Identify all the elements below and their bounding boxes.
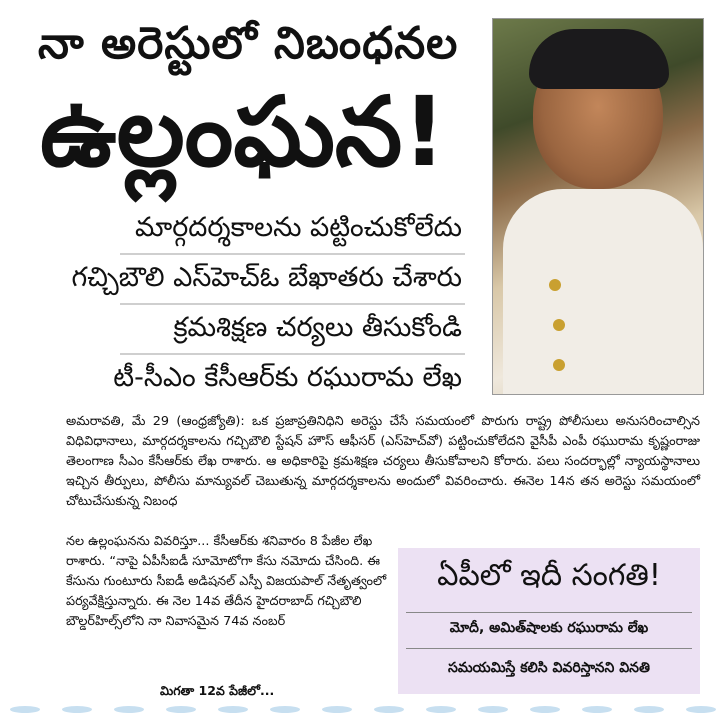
- subhead-2: గచ్చిబౌలి ఎస్‌హెచ్‌ఓ బేఖాతరు చేశారు: [71, 262, 462, 293]
- divider: [120, 303, 465, 305]
- article-column-text: నల ఉల్లంఘనను వివరిస్తూ... కేసీఆర్‌కు శనివారం 8 పేజీల లేఖ రాశారు. “నాపై ఏపీసీఐడీ సూమోటోగా కేసు నమోదు చేసింది. ఈ కేసును గుంటూరు సీఐడీ అడిషనల్ ఎస్పీ విజయపాల్ నేతృత్వంలో పర్యవేక్షిస్తున్నారు. ఈ నెల 14వ తేదీన హైదరాబాద్ గచ్చిబౌలి బౌల్డర్‌హిల్స్‌లోని నా నివాసమైన 74వ నంబర్: [66, 534, 387, 629]
- subhead-1: మార్గదర్శకాలను పట్టించుకోలేదు: [135, 212, 462, 243]
- divider: [120, 253, 465, 255]
- sidebar-item: సమయమిస్తే కలిసి వివరిస్తానని వినతి: [448, 660, 650, 676]
- divider: [406, 612, 692, 613]
- continued-note: మిగతా 12వ పేజీలో...: [160, 683, 275, 698]
- headline-line-2: ఉల్లంఘన!: [40, 76, 447, 188]
- divider: [120, 353, 465, 355]
- headline-line-1: నా అరెస్టులో నిబంధనల: [38, 18, 459, 69]
- divider: [406, 648, 692, 649]
- sidebar-title: ఏపీలో ఇదీ సంగతి!: [437, 558, 661, 593]
- article-paragraph: అమరావతి, మే 29 (ఆంధ్రజ్యోతి): ఒక ప్రజాప్రతినిధిని అరెస్టు చేసే సమయంలో పొరుగు రాష్ట్ర పోలీసులు అనుసరించాల్సిన విధివిధానాలు, మార్గదర్శకాలను గచ్చిబౌలి స్టేషన్ హౌస్ ఆఫీసర్ (ఎస్‌హెచ్‌వో) పట్టించుకోలేదని వైసీపీ ఎంపీ రఘురామ కృష్ణంరాజు తెలంగాణ సీఎం కేసీఆర్‌కు లేఖ రాశారు. ఆ అధికారిపై క్రమశిక్షణ చర్యలు తీసుకోవాలని కోరారు. పలు సందర్భాల్లో న్యాయస్థానాలు ఇచ్చిన తీర్పులు, పోలీసు మాన్యువల్ చెబుతున్న మార్గదర్శకాలను అందులో వివరించారు. ఈనెల 14న తన అరెస్టు సమయంలో చోటుచేసుకున్న నిబంధ: [66, 414, 700, 509]
- sidebar-box: [398, 548, 700, 694]
- decorative-border: [0, 706, 720, 713]
- coat-shape: [503, 189, 703, 395]
- coat-button: [553, 359, 565, 371]
- subhead-3: క్రమశిక్షణ చర్యలు తీసుకోండి: [173, 312, 462, 343]
- sidebar-item: మోదీ, అమిత్‌షాలకు రఘురామ లేఖ: [449, 620, 649, 636]
- coat-button: [549, 279, 561, 291]
- portrait-photo: [492, 18, 704, 395]
- coat-button: [553, 319, 565, 331]
- subhead-4: టీ-సీఎం కేసీఆర్‌కు రఘురామ లేఖ: [113, 362, 462, 393]
- hair-shape: [529, 29, 669, 89]
